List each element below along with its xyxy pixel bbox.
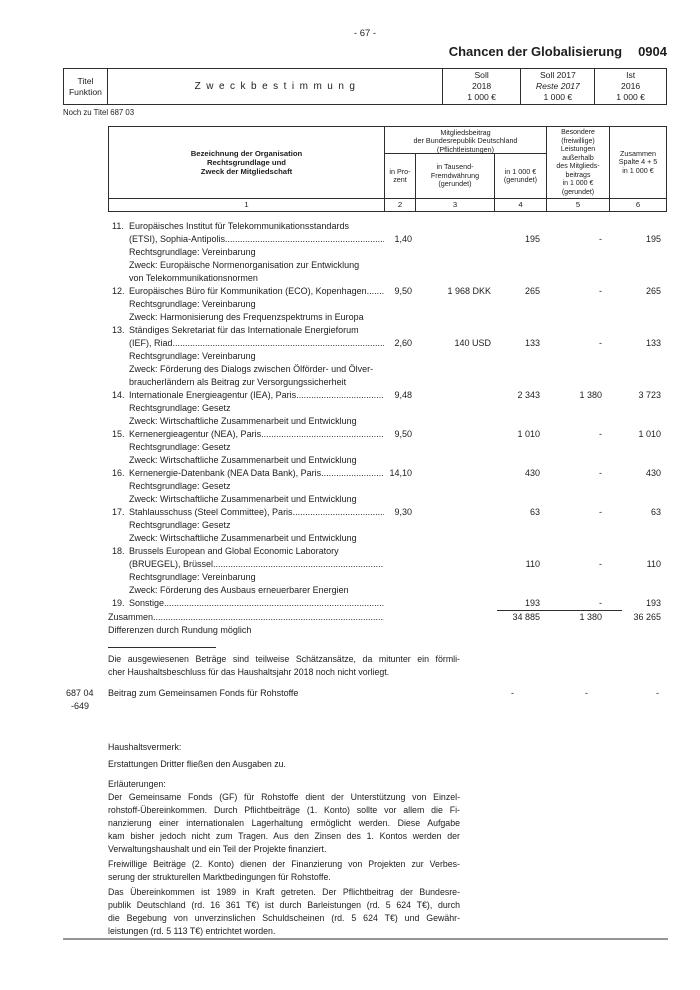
- organisation-row: 13. Ständiges Sekretariat für das Internationale Energieforum (IEF), Riad ..... 2,60 140 USD 133 - 133 Rechtsgrundlage: Vereinbarung Zweck: Förderung des Dialogs zwischen Ölförder- und Ölver- braucherländern als Beitrag zur Versorgungssicherheit: [108, 324, 667, 389]
- organisation-row: 16. Kernenergie-Datenbank (NEA Data Bank), Paris ..... 14,10 430 - 430 Rechtsgrundlage: Gesetz Zweck: Wirtschaftliche Zusammenarbeit und Entwicklung: [108, 467, 667, 506]
- row-detail-line: Rechtsgrundlage: Gesetz: [129, 442, 231, 452]
- dotted-leader: [164, 597, 384, 610]
- titel-ist-2016: -: [656, 688, 659, 698]
- row-detail-line: Zweck: Europäische Normenorganisation zur Entwicklung: [129, 260, 360, 270]
- erlaeuterungen-label: Erläuterungen:: [108, 779, 166, 789]
- chapter-title-text: Chancen der Globalisierung: [448, 44, 623, 59]
- dotted-leader: [296, 389, 384, 402]
- erlaeuterungen-paragraphs: [108, 791, 460, 938]
- row-detail-line: von Telekommunikationsnormen: [129, 273, 258, 283]
- footnote-rule: [108, 647, 216, 648]
- row-detail-line: Rechtsgrundlage: Vereinbarung: [129, 247, 256, 257]
- membership-table-header: [108, 126, 667, 212]
- footnote: Die ausgewiesenen Beträge sind teilweise Schätzansätze, da mitunter ein förmli- cher Haushaltsbeschluss für das Haushaltsjahr 2018 noch nicht vorliegt.: [108, 654, 460, 677]
- row-detail-line: Rechtsgrundlage: Gesetz: [129, 481, 231, 491]
- column-group-mitgliedsbeitrag: [385, 127, 547, 198]
- dotted-leader: [261, 428, 384, 441]
- column-number-row: 1 2 3 4 5 6: [109, 198, 666, 211]
- organisation-rows: [108, 220, 667, 610]
- organisation-row: 19. Sonstige ..... 193 - 193: [108, 597, 667, 610]
- organisation-row: 18. Brussels European and Global Economic Laboratory (BRUEGEL), Brüssel ..... 110 - 110 Rechtsgrundlage: Vereinbarung Zweck: Förderung des Ausbaus erneuerbarer Energien: [108, 545, 667, 597]
- row-detail-line: Rechtsgrundlage: Gesetz: [129, 520, 231, 530]
- paragraph: Der Gemeinsame Fonds (GF) für Rohstoffe dient der Unterstützung von Einzel- rohstoff-Übereinkommen. Durch Pflichtbeiträge (1. Konto) sollte vor allem die Fi- nanzierung einer internationalen Lagerhaltung ermöglicht werden. Diese Aufgabe kam bisher jedoch nicht zum Tragen. Aus den Zinsen des 1. Kontos werden der Verwaltungshaushalt und ein Teil der Projekte finanziert.: [108, 792, 460, 854]
- sum-zusammen: 36 265: [633, 612, 661, 622]
- row-detail-line: Rechtsgrundlage: Gesetz: [129, 403, 231, 413]
- row-detail-line: Zweck: Förderung des Dialogs zwischen Ölförder- und Ölver-: [129, 364, 374, 374]
- continuation-note: Noch zu Titel 687 03: [63, 108, 135, 117]
- dotted-leader: [213, 558, 384, 571]
- rounding-note: Differenzen durch Rundung möglich: [108, 625, 252, 635]
- sum-row: [108, 611, 667, 624]
- column-header-ist-2016: Ist 2016 1 000 €: [616, 70, 645, 102]
- titel-row-687-04: [63, 687, 667, 713]
- chapter-code: 0904: [638, 44, 667, 59]
- dotted-leader: [367, 285, 384, 298]
- dotted-leader: [225, 233, 384, 246]
- column-header-fremdwaehrung: in Tausend- Fremdwährung (gerundet): [416, 154, 495, 198]
- row-detail-line: Rechtsgrundlage: Vereinbarung: [129, 351, 256, 361]
- titel-soll-2017: -: [585, 688, 588, 698]
- sum-eur: 34 885: [512, 612, 540, 622]
- column-group-label: Mitgliedsbeitrag der Bundesrepublik Deutschland (Pflichtleistungen): [385, 127, 546, 154]
- row-detail-line: Zweck: Wirtschaftliche Zusammenarbeit und Entwicklung: [129, 416, 357, 426]
- row-detail-line: Zweck: Förderung des Ausbaus erneuerbarer Energien: [129, 585, 349, 595]
- main-table-header: [63, 68, 667, 105]
- column-header-soll-2018: Soll 2018 1 000 €: [443, 69, 522, 104]
- organisation-row: 15. Kernenergieagentur (NEA), Paris ..... 9,50 1 010 - 1 010 Rechtsgrundlage: Gesetz Zweck: Wirtschaftliche Zusammenarbeit und Entwicklung: [108, 428, 667, 467]
- page-number: - 67 -: [353, 28, 377, 39]
- haushaltsvermerk-text: Erstattungen Dritter fließen den Ausgaben zu.: [108, 759, 286, 769]
- page-bottom-rule: [63, 938, 668, 940]
- row-detail-line: Zweck: Harmonisierung des Frequenzspektrums in Europa: [129, 312, 364, 322]
- row-detail-line: Rechtsgrundlage: Vereinbarung: [129, 299, 256, 309]
- column-header-soll-2017: Soll 2017 Reste 2017 1 000 €: [521, 69, 595, 104]
- row-detail-line: Zweck: Wirtschaftliche Zusammenarbeit und Entwicklung: [129, 533, 357, 543]
- dotted-leader: [153, 611, 384, 624]
- row-detail-line: Zweck: Wirtschaftliche Zusammenarbeit und Entwicklung: [129, 494, 357, 504]
- chapter-title: [449, 44, 667, 59]
- column-header-organisation: Bezeichnung der Organisation Rechtsgrundlage und Zweck der Mitgliedschaft: [109, 127, 385, 198]
- sum-besondere: 1 380: [579, 612, 602, 622]
- organisation-row: 17. Stahlausschuss (Steel Committee), Paris ..... 9,30 63 - 63 Rechtsgrundlage: Gesetz Zweck: Wirtschaftliche Zusammenarbeit und Entwicklung: [108, 506, 667, 545]
- page-content: [63, 126, 667, 938]
- titel-code: 687 04 -649: [66, 688, 94, 711]
- dotted-leader: [173, 337, 384, 350]
- column-header-titel-funktion: Titel Funktion: [64, 69, 108, 104]
- titel-soll-2018: -: [511, 688, 514, 698]
- column-header-eur: in 1 000 € (gerundet): [503, 166, 538, 184]
- organisation-row: 12. Europäisches Büro für Kommunikation (ECO), Kopenhagen ..... 9,50 1 968 DKK 265 - 265 Rechtsgrundlage: Vereinbarung Zweck: Harmonisierung des Frequenzspektrums in Europa: [108, 285, 667, 324]
- dotted-leader: [321, 467, 384, 480]
- row-detail-line: Rechtsgrundlage: Vereinbarung: [129, 572, 256, 582]
- paragraph: Freiwillige Beiträge (2. Konto) dienen der Finanzierung von Projekten zur Verbes- serung der strukturellen Marktbedingungen für Rohstoffe.: [108, 859, 460, 882]
- paragraph: Das Übereinkommen ist 1989 in Kraft getreten. Der Pflichtbeitrag der Bundesre- publik Deutschland (rd. 16 361 T€) ist durch Barleistungen (rd. 5 624 T€), durch die Begebung von unverzinslichen Schuldscheinen (rd. 5 624 T€) und Gewähr- leistungen (rd. 5 113 T€) entrichtet worden.: [108, 887, 460, 936]
- row-detail-line: braucherländern als Beitrag zur Versorgungssicherheit: [129, 377, 347, 387]
- organisation-row: 11. Europäisches Institut für Telekommunikationsstandards (ETSI), Sophia-Antipolis ..... 1,40 195 - 195 Rechtsgrundlage: Vereinbarung Zweck: Europäische Normenorganisation zur Entwicklung von Telekommunikationsnormen: [108, 220, 667, 285]
- row-detail-line: Zweck: Wirtschaftliche Zusammenarbeit und Entwicklung: [129, 455, 357, 465]
- titel-zweckbestimmung: Beitrag zum Gemeinsamen Fonds für Rohstoffe: [108, 688, 299, 698]
- organisation-row: 14. Internationale Energieagentur (IEA), Paris ..... 9,48 2 343 1 380 3 723 Rechtsgrundlage: Gesetz Zweck: Wirtschaftliche Zusammenarbeit und Entwicklung: [108, 389, 667, 428]
- dotted-leader: [293, 506, 384, 519]
- haushaltsvermerk-label: Haushaltsvermerk:: [108, 742, 182, 752]
- column-header-prozent: in Pro- zent: [385, 154, 416, 198]
- column-header-zusammen: Zusammen Spalte 4 + 5 in 1 000 €: [618, 148, 658, 175]
- column-header-besondere-leistungen: Besondere (freiwillige) Leistungen außerhalb des Mitglieds- beitrags in 1 000 € (gerundet): [547, 127, 610, 198]
- column-header-zweckbestimmung: Zweckbestimmung: [108, 69, 443, 104]
- sum-row-label: Zusammen: [108, 612, 154, 622]
